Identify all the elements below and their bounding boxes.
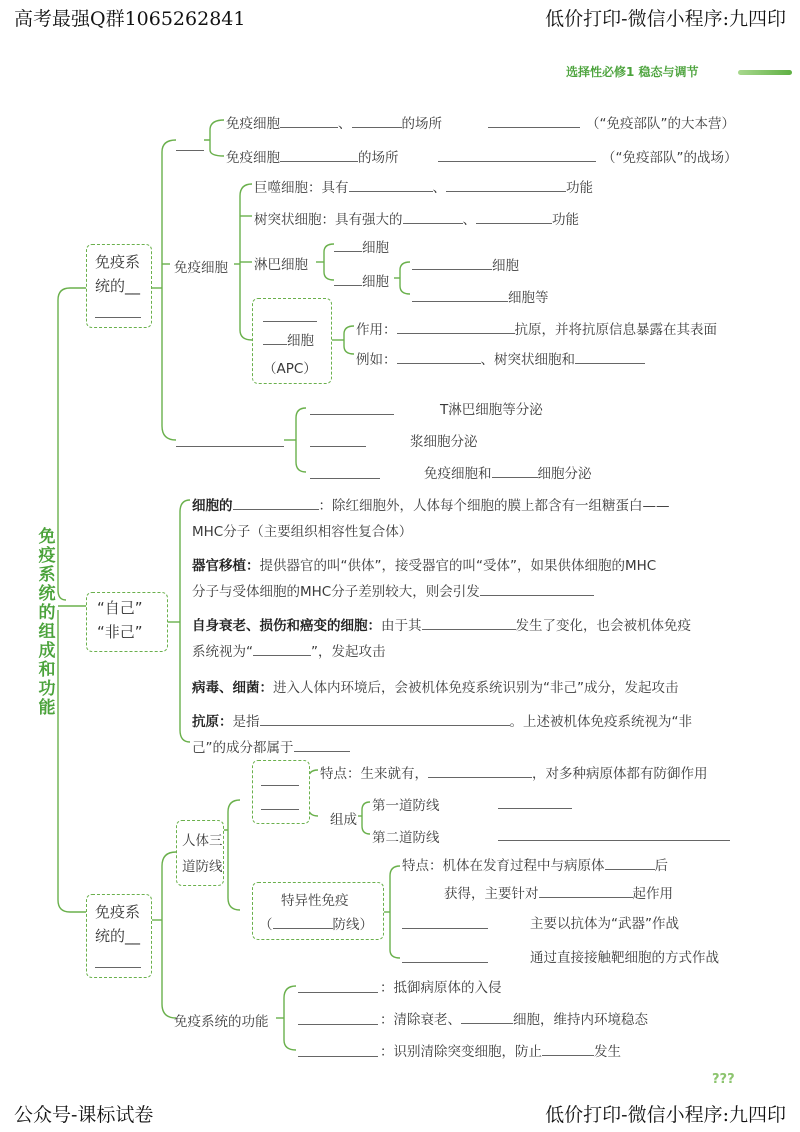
specific-paren-close: 防线） [332,917,373,933]
function-2 [380,1008,648,1028]
row1-b: 的场所 [401,116,442,132]
nonspecific-feature-a: 特点：生来就有， [320,766,428,782]
apc-line3: （APC） [263,361,317,377]
blank [253,642,311,656]
three-lines-a: 人体三 [182,833,223,849]
apc-box [252,298,332,384]
blank [476,210,552,224]
blank [575,350,645,364]
blank [95,967,141,968]
blank [446,178,566,192]
para1-line1 [192,494,670,514]
function-3-b: 发生 [594,1044,621,1060]
blank [334,272,362,286]
lymph-1: 细胞 [362,240,389,256]
section2-box [86,592,168,652]
blank [310,446,366,447]
function-1: ：抵御病原体的入侵 [380,980,502,996]
blank [280,114,338,128]
dendritic-sep: 、 [462,212,476,228]
substance-1: T淋巴细胞等分泌 [440,402,543,418]
lymph-2a: 细胞 [492,258,519,274]
row2-text [226,146,399,166]
para2-line1 [192,554,656,574]
blank [298,1056,378,1057]
para5-line2-text: 己”的成分都属于 [192,740,294,756]
section3-box-b: 统的__ [95,927,141,945]
apc-line2 [263,329,314,349]
blank [273,915,333,929]
macrophage-row [254,176,593,196]
dendritic-row [254,208,579,228]
main-title-vertical: 免疫系统的组成和功能 [38,527,56,718]
para4-bold: 病毒、细菌： [192,680,273,696]
para2-line2 [192,580,594,600]
row1-note: （“免疫部队”的大本营） [586,116,735,132]
section3-box-a: 免疫系 [95,903,141,921]
para5-line1 [192,710,692,730]
section1-box-blank [95,317,141,318]
specific-immunity-box [252,882,384,940]
second-line-label: 第二道防线 [372,830,440,846]
specific-paren-open: （ [259,917,273,933]
cells-label: 免疫细胞 [174,260,228,276]
blank [260,712,510,726]
row2-note: （“免疫部队”的战场） [602,150,738,166]
function-3 [380,1040,621,1060]
nonspecific-box [252,760,310,824]
apc-example-text: 、树突状细胞和 [480,352,575,368]
specific-feature-row1 [402,854,668,874]
blank [310,478,380,479]
lymph-2-row [334,270,389,290]
substance-3-row [424,462,592,482]
dendritic-text-a: 树突状细胞：具有强大的 [254,212,403,228]
blank [261,809,299,810]
para1-bold: 细胞的 [192,498,233,514]
book-header: 选择性必修1 稳态与调节 [566,65,699,79]
blank-organ-type [176,150,204,151]
header-left-text: 高考最强Q群1065262841 [14,8,246,30]
blank [334,238,362,252]
row1-a: 免疫细胞 [226,116,280,132]
blank [352,114,402,128]
blank [263,331,287,345]
three-lines-box [176,820,224,886]
cellular-text: 通过直接接触靶细胞的方式作战 [530,950,719,966]
blank [428,764,532,778]
para2-bold: 器官移植： [192,558,260,574]
blank [397,320,515,334]
section2-box-b: “非己” [97,623,143,641]
para4-text: 进入人体内环境后，会被机体免疫系统识别为“非己”成分，发起攻击 [273,680,679,696]
blank [403,210,463,224]
specific-feature2-a: 获得，主要针对 [444,886,539,902]
lymph-1-row [334,236,389,256]
blank [542,1042,594,1056]
substance-2: 浆细胞分泌 [410,434,478,450]
para3-line1 [192,614,691,634]
macrophage-text-a: 巨噬细胞：具有 [254,180,349,196]
para3-text-b: 发生了变化，也会被机体免疫 [515,618,691,634]
para1-text: ：除红细胞外，人体每个细胞的膜上都含有一组糖蛋白—— [318,498,670,514]
blank [461,1010,513,1024]
para3-text-a: 由于其 [381,618,422,634]
substance-3-b: 细胞分泌 [537,466,592,482]
blank [310,414,394,415]
para5-text: 是指 [232,714,260,730]
blank [480,582,594,596]
header-right-text: 低价打印-微信小程序:九四印 [545,8,786,30]
blank [298,992,378,993]
blank [498,840,730,841]
specific-feature-row2 [444,882,673,902]
row2-b: 的场所 [358,150,399,166]
para5-line2 [192,736,350,756]
macrophage-text-b: 功能 [566,180,593,196]
apc-role-text: 抗原，并将抗原信息暴露在其表面 [514,322,717,338]
blank [280,148,358,162]
blank [294,738,350,752]
blank [263,321,317,322]
blank [349,178,433,192]
specific-feature2-b: 起作用 [632,886,673,902]
blank [298,1024,378,1025]
function-2-a: ：清除衰老、 [380,1012,461,1028]
blank [412,288,508,302]
blank [261,785,299,786]
section2-box-a: “自己” [97,599,143,617]
para1-line2: MHC分子（主要组织相容性复合体） [192,524,413,540]
para3-line2 [192,640,386,660]
nonspecific-feature-row [320,762,708,782]
blank [397,350,481,364]
three-lines-b: 道防线 [182,859,223,875]
blank [488,127,580,128]
composition-label: 组成 [330,812,357,828]
lymph-label: 淋巴细胞 [254,257,308,273]
nonspecific-feature-b: ，对多种病原体都有防御作用 [532,766,708,782]
para3-line2-b: ”，发起攻击 [311,644,386,660]
apc-role-row [356,318,717,338]
section1-box-label-a: 免疫系 [95,253,141,271]
dendritic-text-b: 功能 [552,212,579,228]
lymph-2a-row [412,254,519,274]
section1-box [86,244,152,328]
blank [492,464,538,478]
substance-3-a: 免疫细胞和 [424,466,492,482]
apc-example-row [356,348,645,368]
para2-line2-text: 分子与受体细胞的MHC分子差别较大，则会引发 [192,584,480,600]
para4 [192,676,679,696]
specific-feature-a: 特点：机体在发育过程中与病原体 [402,858,605,874]
para3-line2-a: 系统视为“ [192,644,253,660]
footer-left-text: 公众号-课标试卷 [14,1104,154,1126]
blank [402,928,488,929]
apc-role-label: 作用： [356,322,397,338]
para2-text: 提供器官的叫“供体”，接受器官的叫“受体”，如果供体细胞的MHC [259,558,657,574]
specific-immunity-b [259,913,373,933]
para3-bold: 自身衰老、损伤和癌变的细胞： [192,618,381,634]
first-line-label: 第一道防线 [372,798,440,814]
blank [422,616,516,630]
section3-box [86,894,152,978]
blank [605,856,655,870]
apc-example-label: 例如： [356,352,397,368]
function-label: 免疫系统的功能 [174,1014,269,1030]
blank [412,256,492,270]
apc-cell-text: 细胞 [287,333,314,349]
para5-text-b: 。上述被机体免疫系统视为“非 [509,714,692,730]
specific-immunity-a: 特异性免疫 [281,893,349,909]
blank [498,808,572,809]
blank-immune-substances [176,446,284,447]
blank [539,884,633,898]
blank [438,161,596,162]
row2-a: 免疫细胞 [226,150,280,166]
blank [402,962,488,963]
row1-sep: 、 [338,116,352,132]
page-number: ??? [712,1072,735,1087]
function-2-b: 细胞，维持内环境稳态 [513,1012,648,1028]
blank [233,496,319,510]
lymph-2: 细胞 [362,274,389,290]
lymph-2b: 细胞等 [508,290,549,306]
para5-bold: 抗原： [192,714,233,730]
section1-box-label-b: 统的__ [95,277,141,295]
function-3-a: ：识别清除突变细胞，防止 [380,1044,542,1060]
specific-feature-b: 后 [654,858,668,874]
macrophage-sep: 、 [432,180,446,196]
row1-text [226,112,442,132]
humoral-text: 主要以抗体为“武器”作战 [530,916,679,932]
lymph-2b-row [412,286,549,306]
footer-right-text: 低价打印-微信小程序:九四印 [545,1104,786,1126]
